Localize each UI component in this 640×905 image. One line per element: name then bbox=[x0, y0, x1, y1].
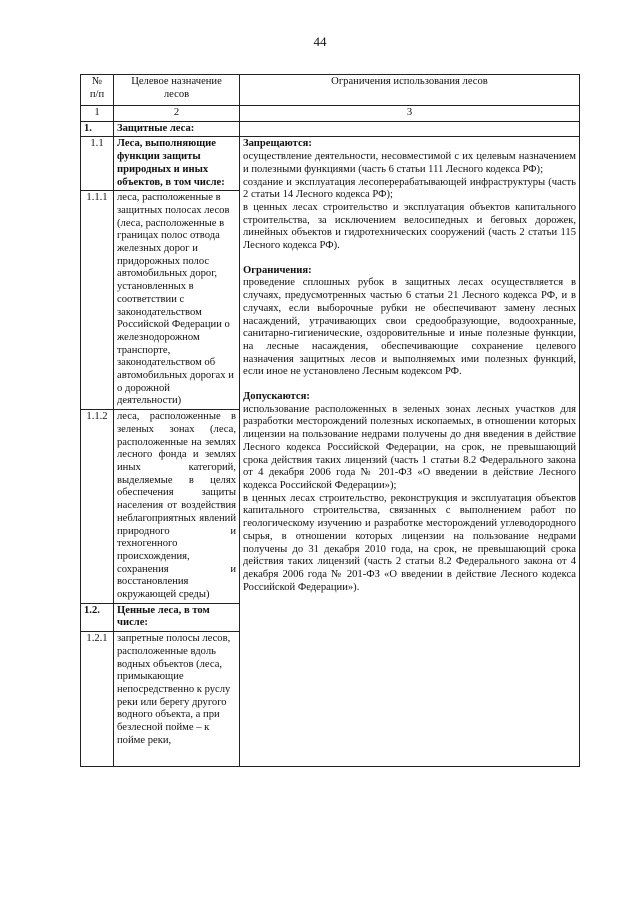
table-row bbox=[81, 137, 580, 191]
forest-purpose: Леса, выполняющие функции защиты природных и иных объектов, в том числе: bbox=[114, 137, 240, 191]
restriction-text: в ценных лесах строительство, реконструкция и эксплуатация объектов капитального строительства, связанных с выполнением работ по геологическому изучению и разработке месторождений углеводородного сырья, в отношении которых лицензии на пользование недрами получены до 31 декабря 2010 года, на срок, не превышающий срока действия таких лицензий (часть 2 статьи 8.2 Федерального закона от 4 декабря 2006 года № 201-ФЗ «О введении в действие Лесного кодекса Российской Федерации»). bbox=[243, 492, 576, 593]
column-index-2: 2 bbox=[114, 106, 240, 122]
restriction-text: проведение сплошных рубок в защитных лесах осуществляется в случаях, предусмотренных частью 6 статьи 21 Лесного кодекса РФ, и в случаях, если выборочные рубки не обеспечивают замену лесных насаждений, утрачивающих свои средообразующие, водоохранные, санитарно-гигиенические, оздоровительные и иные полезные функции, на лесные насаждения, обеспечивающие сохранение целевого назначения защитных лесов и выполняемых ими полезных функций, если иное не установлено Лесным кодексом РФ. bbox=[243, 277, 576, 378]
restriction-text: использование расположенных в зеленых зонах лесных участков для разработки месторождений полезных ископаемых, в отношении которых лицензии на пользование недрами получены до дня введения в действие Лесного кодекса Российской Федерации, на срок, не превышающий срока действия таких лицензий (часть 1 статьи 8.2 Федерального закона от 4 декабря 2006 года № 201-ФЗ «О введении в действие Лесного кодекса Российской Федерации»); bbox=[243, 403, 576, 491]
row-number: 1.2.1 bbox=[81, 632, 114, 767]
row-number: 1.2. bbox=[81, 603, 114, 631]
forest-restrictions-table bbox=[80, 74, 580, 767]
header-number: № п/п bbox=[81, 75, 114, 106]
forest-purpose: Ценные леса, в том числе: bbox=[114, 603, 240, 631]
section-title: Защитные леса: bbox=[114, 121, 240, 137]
allowed-heading: Допускаются: bbox=[243, 391, 310, 403]
table-row bbox=[81, 121, 580, 137]
restrictions-cell bbox=[240, 137, 580, 767]
restriction-text: осуществление деятельности, несовместимой с их целевым назначением и полезными функциями (часть 6 статьи 111 Лесного кодекса РФ); bbox=[243, 151, 576, 175]
forest-purpose: леса, расположенные в защитных полосах лесов (леса, расположенные в границах полос отвода железных дорог и придорожных полос автомобильных дорог, установленных в соответствии с законодательством Российской Федерации о железнодорожном транспорте, законодательством об автомобильных дорогах и о дорожной деятельности) bbox=[114, 191, 240, 410]
forest-purpose: леса, расположенные в зеленых зонах (леса, расположенные на землях лесного фонда и землях иных категорий, выделяемые в целях обеспечения защиты населения от воздействия неблагоприятных явлений природного и техногенного происхождения, сохранения и восстановления окружающей среды) bbox=[114, 410, 240, 604]
table-header-row bbox=[81, 75, 580, 106]
restriction-text: в ценных лесах строительство и эксплуатация объектов капитального строительства, за исключением велосипедных и беговых дорожек, линейных объектов и гидротехнических сооружений (часть 2 статьи 115 Лесного кодекса РФ). bbox=[243, 201, 576, 252]
header-purpose: Целевое назначение лесов bbox=[114, 75, 240, 106]
restriction-text: создание и эксплуатация лесоперерабатывающей инфраструктуры (часть 2 статьи 14 Лесного кодекса РФ); bbox=[243, 176, 576, 201]
row-number: 1.1.2 bbox=[81, 410, 114, 604]
column-index-row bbox=[81, 106, 580, 122]
row-number: 1.1.1 bbox=[81, 191, 114, 410]
limits-heading: Ограничения: bbox=[243, 264, 312, 276]
empty-cell bbox=[240, 121, 580, 137]
prohibited-heading: Запрещаются: bbox=[243, 138, 312, 150]
header-restrictions: Ограничения использования лесов bbox=[240, 75, 580, 106]
row-number: 1. bbox=[81, 121, 114, 137]
column-index-1: 1 bbox=[81, 106, 114, 122]
forest-purpose: запретные полосы лесов, расположенные вдоль водных объектов (леса, примыкающие непосредственно к руслу реки или берегу другого водного объекта, а при безлесной пойме – к пойме реки, bbox=[114, 632, 240, 767]
column-index-3: 3 bbox=[240, 106, 580, 122]
row-number: 1.1 bbox=[81, 137, 114, 191]
page-number: 44 bbox=[313, 34, 327, 49]
